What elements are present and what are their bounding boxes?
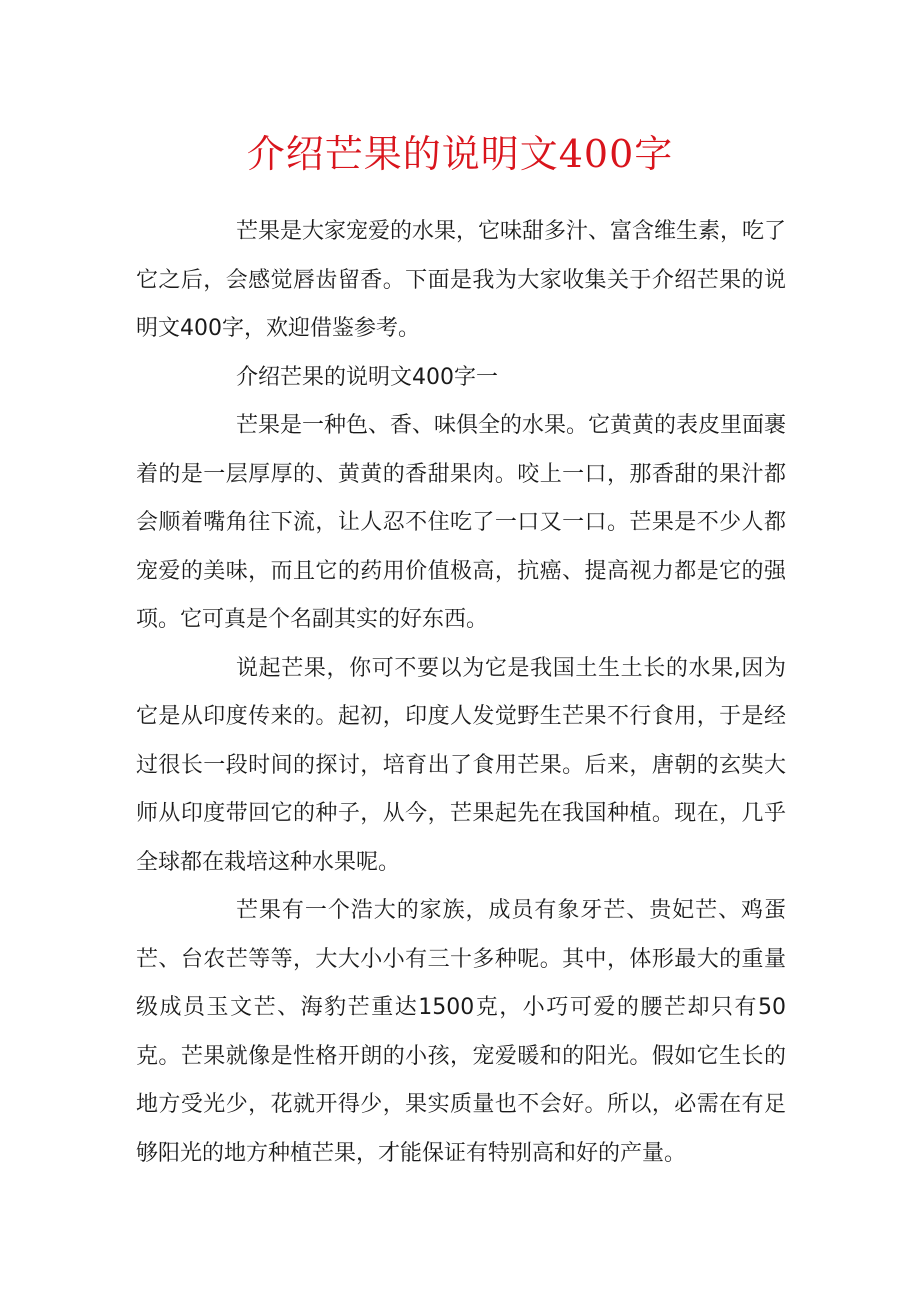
page-title: 介绍芒果的说明文400字	[246, 132, 674, 176]
body-paragraph: 芒果有一个浩大的家族，成员有象牙芒、贵妃芒、鸡蛋芒、台农芒等等，大大小小有三十多种呢。其中，体形最大的重量级成员玉文芒、海豹芒重达1500克，小巧可爱的腰芒却只有50克。芒果就像是性格开朗的小孩，宠爱暖和的阳光。假如它生长的地方受光少，花就开得少，果实质量也不会好。所以，必需在有足够阳光的地方种植芒果，才能保证有特别高和好的产量。	[136, 898, 786, 1166]
intro-paragraph: 芒果是大家宠爱的水果，它味甜多汁、富含维生素，吃了它之后，会感觉唇齿留香。下面是我为大家收集关于介绍芒果的说明文400字，欢迎借鉴参考。	[136, 219, 787, 341]
article-body	[136, 208, 786, 1178]
body-paragraph: 说起芒果，你可不要以为它是我国土生土长的水果,因为它是从印度传来的。起初，印度人发觉野生芒果不行食用，于是经过很长一段时间的探讨，培育出了食用芒果。后来，唐朝的玄奘大师从印度带回它的种子，从今，芒果起先在我国种植。现在，几乎全球都在栽培这种水果呢。	[136, 655, 786, 875]
section-heading: 介绍芒果的说明文400字一	[236, 364, 498, 390]
body-paragraph: 芒果是一种色、香、味俱全的水果。它黄黄的表皮里面裹着的是一层厚厚的、黄黄的香甜果肉。咬上一口，那香甜的果汁都会顺着嘴角往下流，让人忍不住吃了一口又一口。芒果是不少人都宠爱的美味，而且它的药用价值极高，抗癌、提高视力都是它的强项。它可真是个名副其实的好东西。	[136, 413, 787, 632]
